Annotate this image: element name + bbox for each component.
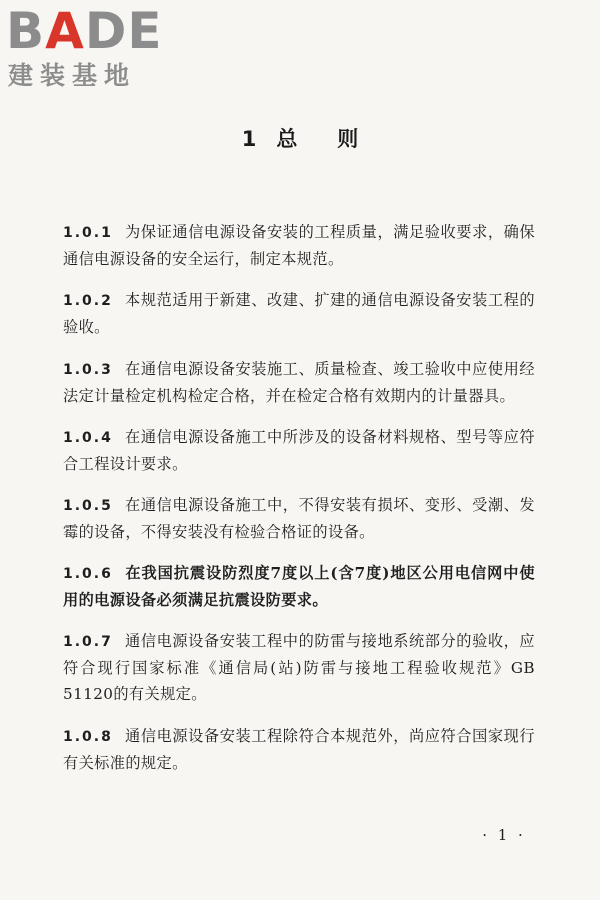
clause-text: 在通信电源设备安装施工、质量检查、竣工验收中应使用经法定计量检定机构检定合格，并在检定合格有效期内的计量器具。: [63, 359, 535, 405]
clause-number: 1.0.7: [63, 634, 113, 651]
clause-number: 1.0.3: [63, 361, 113, 378]
clause-list: [63, 204, 535, 783]
logo-letter-accent: A: [45, 2, 85, 60]
logo-letters-end: DE: [84, 2, 163, 60]
clause-1-0-2: [63, 287, 535, 340]
clause-number: 1.0.4: [63, 429, 113, 446]
clause-text: 在我国抗震设防烈度7度以上(含7度)地区公用电信网中使用的电源设备必须满足抗震设防要求。: [63, 564, 535, 610]
chapter-name: 总则: [276, 127, 399, 151]
clause-number: 1.0.1: [63, 225, 113, 242]
clause-text: 为保证通信电源设备安装的工程质量，满足验收要求，确保通信电源设备的安全运行，制定本规范。: [63, 223, 535, 269]
bade-logo: [6, 4, 176, 92]
clause-number: 1.0.8: [63, 728, 113, 745]
clause-text: 本规范适用于新建、改建、扩建的通信电源设备安装工程的验收。: [63, 291, 535, 337]
clause-1-0-6: [63, 560, 535, 613]
clause-1-0-1: [63, 219, 535, 272]
page-number: · 1 ·: [482, 826, 526, 844]
clause-number: 1.0.6: [63, 566, 113, 583]
clause-1-0-5: [63, 492, 535, 545]
clause-number: 1.0.5: [63, 497, 113, 514]
clause-1-0-7: [63, 628, 535, 707]
logo-subtitle: 建装基地: [8, 61, 137, 90]
logo-wordmark: [6, 4, 163, 58]
chapter-title: [0, 126, 600, 152]
clause-text: 通信电源设备安装工程除符合本规范外，尚应符合国家现行有关标准的规定。: [63, 726, 535, 772]
logo-letters-start: B: [6, 2, 46, 60]
clause-text: 在通信电源设备施工中，不得安装有损坏、变形、受潮、发霉的设备，不得安装没有检验合格证的设备。: [63, 495, 535, 541]
clause-1-0-3: [63, 356, 535, 409]
clause-1-0-8: [63, 723, 535, 776]
chapter-number: 1: [241, 127, 257, 151]
clause-text: 在通信电源设备施工中所涉及的设备材料规格、型号等应符合工程设计要求。: [63, 427, 535, 473]
clause-text: 通信电源设备安装工程中的防雷与接地系统部分的验收，应符合现行国家标准《通信局(站)防雷与接地工程验收规范》GB 51120的有关规定。: [63, 632, 535, 704]
clause-1-0-4: [63, 424, 535, 477]
clause-number: 1.0.2: [63, 293, 113, 310]
